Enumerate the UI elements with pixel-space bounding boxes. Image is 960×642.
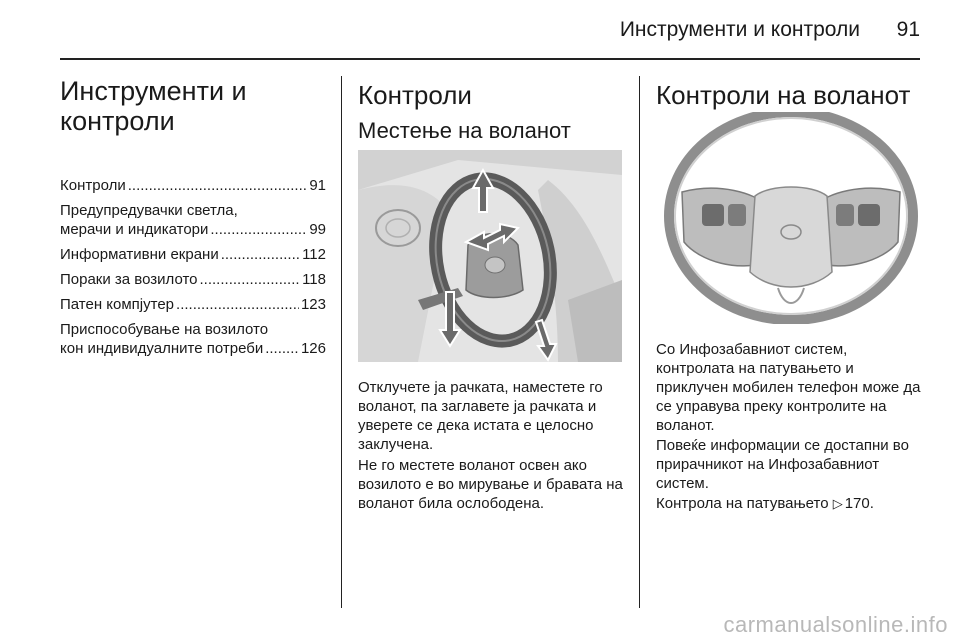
toc-dot-leader (221, 245, 300, 264)
toc-item-entry (60, 270, 326, 289)
steering-controls-paragraph-1: Со Инфозабавниот систем, контролата на патувањето и приклучен мобилен телефон може да се управува преку контролите на воланот. (656, 341, 921, 434)
toc-item-page: 91 (309, 177, 326, 194)
watermark: carmanualsonline.info (723, 612, 948, 637)
toc-item-line: Предупредувачки светла, (60, 202, 238, 219)
toc-item-entry (60, 339, 326, 358)
steering-adjust-paragraph-1: Отклучете ја рачката, наместете го воланот, па заглавете ја рачката и уверете се дека истата е целосно заклучена. (358, 379, 603, 453)
steering-adjust-figure (358, 150, 622, 362)
steering-controls-paragraph-2: Повеќе информации се достапни во прирачникот на Инфозабавниот систем. (656, 437, 909, 492)
toc-item[interactable] (60, 295, 326, 314)
steering-wheel-figure (660, 112, 922, 324)
column-divider-right (639, 76, 640, 608)
toc-item-page: 99 (309, 221, 326, 238)
toc-dot-leader (210, 220, 307, 239)
toc-list (60, 176, 326, 364)
toc-item[interactable] (60, 270, 326, 289)
toc-item-label: Пораки за возилото (60, 271, 198, 288)
triangle-reference-icon: ▷ (832, 496, 843, 511)
toc-item-entry (60, 245, 326, 264)
toc-dot-leader (200, 270, 301, 289)
cruise-control-page-ref[interactable]: 170. (844, 495, 874, 512)
toc-item-label: мерачи и индикатори (60, 221, 209, 238)
toc-item-label: Информативни екрани (60, 246, 219, 263)
page-number: 91 (896, 18, 920, 41)
steering-adjust-heading: Местење на воланот (358, 118, 571, 143)
steering-controls-heading: Контроли на воланот (656, 80, 911, 110)
column-divider-left (341, 76, 342, 608)
toc-item[interactable] (60, 201, 326, 239)
toc-dot-leader (128, 176, 308, 195)
steering-wheel-illustration (660, 112, 922, 324)
toc-item-page: 123 (300, 296, 326, 313)
page-header-title: Инструменти и контроли (619, 18, 860, 41)
toc-dot-leader (176, 295, 299, 314)
steering-adjust-paragraph-2: Не го местете воланот освен ако возилото е во мирување и бравата на воланот била ослободена. (358, 457, 623, 512)
toc-item[interactable] (60, 176, 326, 195)
controls-heading: Контроли (358, 80, 472, 110)
toc-item-entry (60, 295, 326, 314)
toc-dot-leader (265, 339, 299, 358)
toc-item-entry (60, 176, 326, 195)
toc-item-page: 112 (302, 246, 326, 263)
toc-item-label: Патен компјутер (60, 296, 175, 313)
toc-item-entry (60, 220, 326, 239)
toc-item-page: 126 (300, 340, 326, 357)
toc-item-label: кон индивидуалните потреби (60, 340, 264, 357)
toc-item-label: Контроли (60, 177, 126, 194)
cruise-control-link-text: Контрола на патувањето (656, 495, 829, 512)
toc-item[interactable] (60, 245, 326, 264)
header-rule (60, 58, 920, 60)
toc-item[interactable] (60, 320, 326, 358)
toc-title: Инструменти и контроли (60, 76, 247, 136)
steering-controls-paragraph-3 (656, 494, 924, 513)
toc-item-page: 118 (302, 271, 326, 288)
toc-item-line: Приспособување на возилото (60, 321, 269, 338)
steering-adjust-illustration (358, 150, 622, 362)
